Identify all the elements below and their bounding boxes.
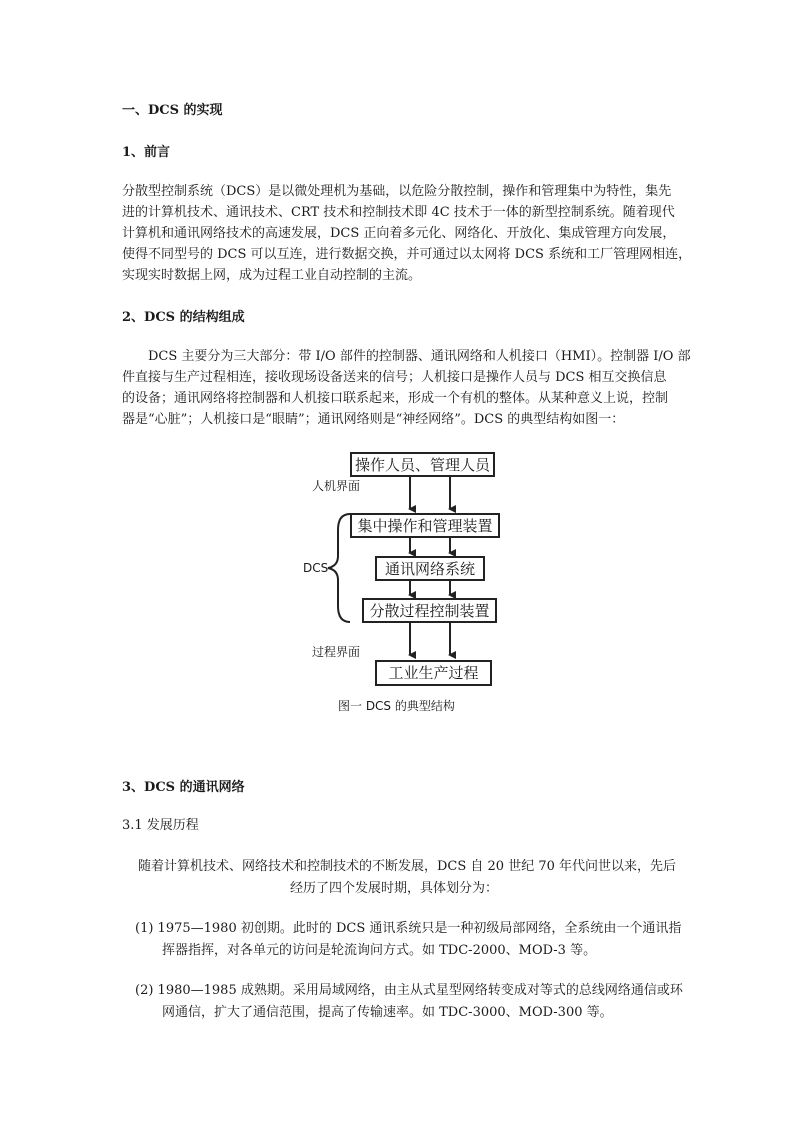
text-line: 网通信，扩大了通信范围，提高了传输速率。如 TDC-3000、MOD-300 等。 bbox=[162, 1005, 613, 1020]
figure-caption: 图一 DCS 的典型结构 bbox=[338, 699, 455, 713]
label-process-interface: 过程界面 bbox=[312, 645, 361, 659]
text-line: 分散型控制系统（DCS）是以微处理机为基础，以危险分散控制，操作和管理集中为特性，集先 bbox=[122, 184, 672, 199]
box-distributed-control: 分散过程控制装置 bbox=[362, 598, 497, 623]
subheading-network: 3、DCS 的通讯网络 bbox=[122, 780, 245, 795]
label-hmi: 人机界面 bbox=[312, 479, 361, 493]
box-industrial-process: 工业生产过程 bbox=[375, 660, 492, 686]
text-line: (2) 1980—1985 成熟期。采用局域网络，由主从式星型网络转变成对等式的总线网络通信或环 bbox=[135, 983, 683, 998]
text-line: 计算机和通讯网络技术的高速发展，DCS 正向着多元化、网络化、开放化、集成管理方向发展， bbox=[122, 226, 676, 241]
box-operators: 操作人员、管理人员 bbox=[350, 452, 495, 477]
brace-shape bbox=[328, 514, 350, 622]
subheading-history: 3.1 发展历程 bbox=[122, 818, 199, 833]
text-line: 件直接与生产过程相连，接收现场设备送来的信号；人机接口是操作人员与 DCS 相互交换信息 bbox=[122, 370, 667, 385]
box-communication-network: 通讯网络系统 bbox=[375, 556, 485, 581]
text-line: 使得不同型号的 DCS 可以互连，进行数据交换，并可通过以太网将 DCS 系统和工厂管理网相连， bbox=[122, 247, 692, 262]
text-line: 经历了四个发展时期，具体划分为： bbox=[290, 881, 499, 896]
text-line: 进的计算机技术、通讯技术、CRT 技术和控制技术即 4C 技术于一体的新型控制系统。随着现代 bbox=[122, 205, 675, 220]
text-line: 的设备；通讯网络将控制器和人机接口联系起来，形成一个有机的整体。从某种意义上说，控制 bbox=[122, 391, 669, 406]
text-line: 器是“心脏”；人机接口是“眼睛”；通讯网络则是“神经网络”。DCS 的典型结构如图一： bbox=[122, 412, 625, 427]
subheading-structure: 2、DCS 的结构组成 bbox=[122, 310, 245, 325]
text-line: 随着计算机技术、网络技术和控制技术的不断发展，DCS 自 20 世纪 70 年代问世以来，先后 bbox=[138, 859, 677, 874]
text-line: DCS 主要分为三大部分：带 I/O 部件的控制器、通讯网络和人机接口（HMI）。控制器 I/O 部 bbox=[148, 349, 691, 364]
text-line: 挥器指挥，对各单元的访问是轮流询问方式。如 TDC-2000、MOD-3 等。 bbox=[162, 943, 597, 958]
section-heading-1: 一、DCS 的实现 bbox=[122, 103, 223, 118]
text-line: 实现实时数据上网，成为过程工业自动控制的主流。 bbox=[122, 268, 422, 283]
box-central-operation: 集中操作和管理装置 bbox=[350, 513, 500, 538]
label-dcs: DCS bbox=[303, 561, 329, 575]
subheading-preface: 1、前言 bbox=[122, 145, 171, 160]
text-line: (1) 1975—1980 初创期。此时的 DCS 通讯系统只是一种初级局部网络，全系统由一个通讯指 bbox=[135, 921, 682, 936]
